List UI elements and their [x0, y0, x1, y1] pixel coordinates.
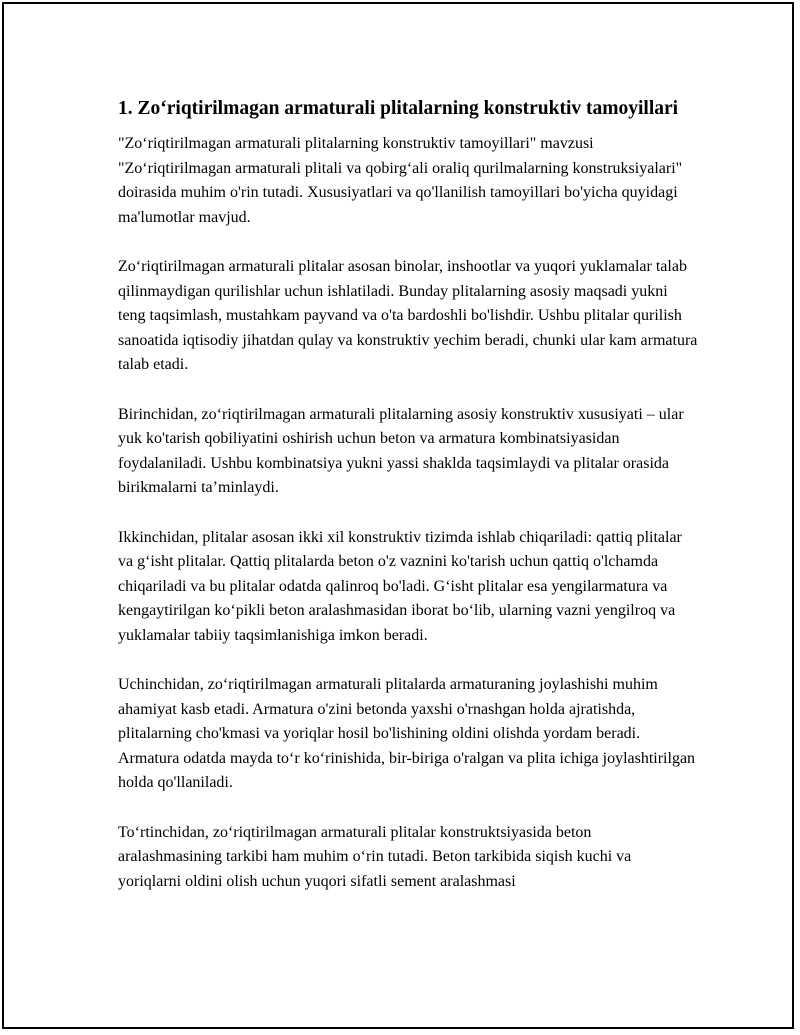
- paragraph-third: Uchinchidan, zo‘riqtirilmagan armaturali plitalarda armaturaning joylashishi muhim ahamiyat kasb etadi. Armatura o'zini betonda yaxshi o'rnashgan holda ajratishda, plitalarning cho'kmasi va yoriqlar hosil bo'lishining oldini olishda yordam beradi. Armatura odatda mayda to‘r ko‘rinishida, bir-biriga o'ralgan va plita ichiga joylashtirilgan holda qo'llaniladi.: [118, 676, 696, 792]
- paragraph-usage: Zo‘riqtirilmagan armaturali plitalar asosan binolar, inshootlar va yuqori yuklamalar talab qilinmaydigan qurilishlar uchun ishlatiladi. Bunday plitalarning asosiy maqsadi yukni teng taqsimlash, mustahkam payvand va o'ta bardoshli bo'lishdir. Ushbu plitalar qurilish sanoatida iqtisodiy jihatdan qulay va konstruktiv yechim beradi, chunki ular kam armatura talab etadi.: [118, 257, 698, 374]
- paragraph-second: Ikkinchidan, plitalar asosan ikki xil konstruktiv tizimda ishlab chiqariladi: qattiq plitalar va g‘isht plitalar. Qattiq plitalarda beton o'z vaznini ko'tarish uchun qattiq o'lchamda chiqariladi va bu plitalar odatda qalinroq bo'ladi. G‘isht plitalar esa yengilarmatura va kengaytirilgan ko‘pikli beton aralashmasidan iborat bo‘lib, ularning vazni yengilroq va yuklamalar tabiiy taqsimlanishiga imkon beradi.: [118, 528, 682, 644]
- paragraph-fourth: To‘rtinchidan, zo‘riqtirilmagan armaturali plitalar konstruktsiyasida beton aralashmasining tarkibi ham muhim o‘rin tutadi. Beton tarkibida siqish kuchi va yoriqlarni oldini olish uchun yuqori sifatli sement aralashmasi: [118, 823, 632, 890]
- paragraph-first: Birinchidan, zo‘riqtirilmagan armaturali plitalarning asosiy konstruktiv xususiyati – ular yuk ko'tarish qobiliyatini oshirish uchun beton va armatura kombinatsiyasidan foydalaniladi. Ushbu kombinatsiya yukni yassi shaklda taqsimlaydi va plitalar orasida birikmalarni ta’minlaydi.: [118, 405, 684, 497]
- document-body: [118, 95, 698, 919]
- section-title: 1. Zo‘riqtirilmagan armaturali plitalarning konstruktiv tamoyillari: [118, 98, 679, 119]
- paragraph-intro: "Zo‘riqtirilmagan armaturali plitalarning konstruktiv tamoyillari" mavzusi "Zo‘riqtirilmagan armaturali plitali va qobirg‘ali oraliq qurilmalarning konstruksiyalari" doirasida muhim o'rin tutadi. Xususiyatlari va qo'llanilish tamoyillari bo'yicha quyidagi ma'lumotlar mavjud.: [118, 135, 683, 226]
